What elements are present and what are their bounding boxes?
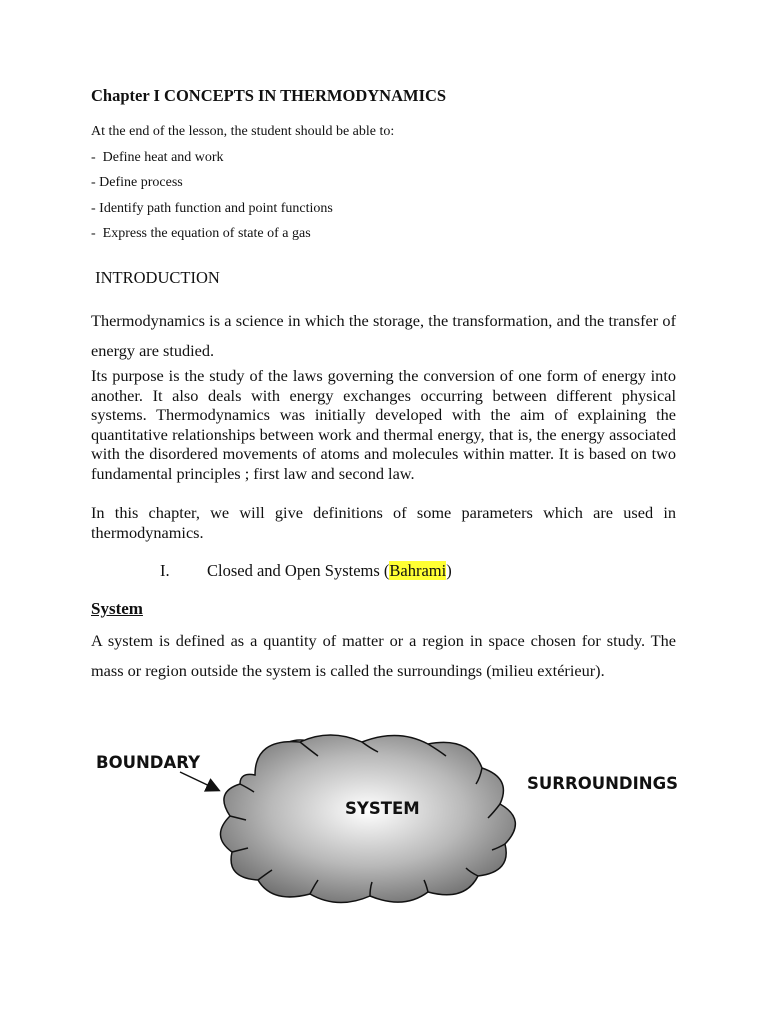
objective-item: - Define heat and work xyxy=(91,150,224,165)
objective-item: - Define process xyxy=(91,175,183,190)
boundary-label: BOUNDARY xyxy=(96,753,201,772)
surroundings-label: SURROUNDINGS xyxy=(527,774,678,793)
section-title-end: ) xyxy=(446,561,452,580)
section-number: I. xyxy=(160,561,170,580)
paragraph-chapter-scope: In this chapter, we will give definitions of some parameters which are used in thermodynamics. xyxy=(91,503,676,542)
paragraph-definition: Thermodynamics is a science in which the storage, the transformation, and the transfer of energy are studied. xyxy=(91,311,676,360)
section-title-start: Closed and Open Systems ( xyxy=(207,561,390,580)
section-title xyxy=(207,561,452,581)
introduction-heading: INTRODUCTION xyxy=(91,268,220,287)
chapter-title: Chapter I CONCEPTS IN THERMODYNAMICS xyxy=(91,86,447,105)
paragraph-system-definition: A system is defined as a quantity of matter or a region in space chosen for study. The mass or region outside the system is called the surroundings (milieu extérieur). xyxy=(91,631,676,680)
system-boundary-diagram xyxy=(0,720,768,920)
objectives-intro: At the end of the lesson, the student should be able to: xyxy=(91,124,395,139)
system-heading: System xyxy=(91,599,143,618)
system-label: SYSTEM xyxy=(345,799,420,818)
boundary-arrow xyxy=(180,772,218,790)
objective-item: - Identify path function and point functions xyxy=(91,201,333,216)
paragraph-purpose: Its purpose is the study of the laws governing the conversion of one form of energy into another. It also deals with energy exchanges occurring between different physical systems. Thermodynamics was initially developed with the aim of explaining the quantitative relationships between work and thermal energy, that is, the energy associated with the disordered movements of atoms and molecules within matter. It is based on two fundamental principles ; first law and second law. xyxy=(91,366,676,483)
highlighted-reference: Bahrami xyxy=(389,561,447,580)
objective-item: - Express the equation of state of a gas xyxy=(91,226,311,241)
system-cloud xyxy=(220,735,515,903)
